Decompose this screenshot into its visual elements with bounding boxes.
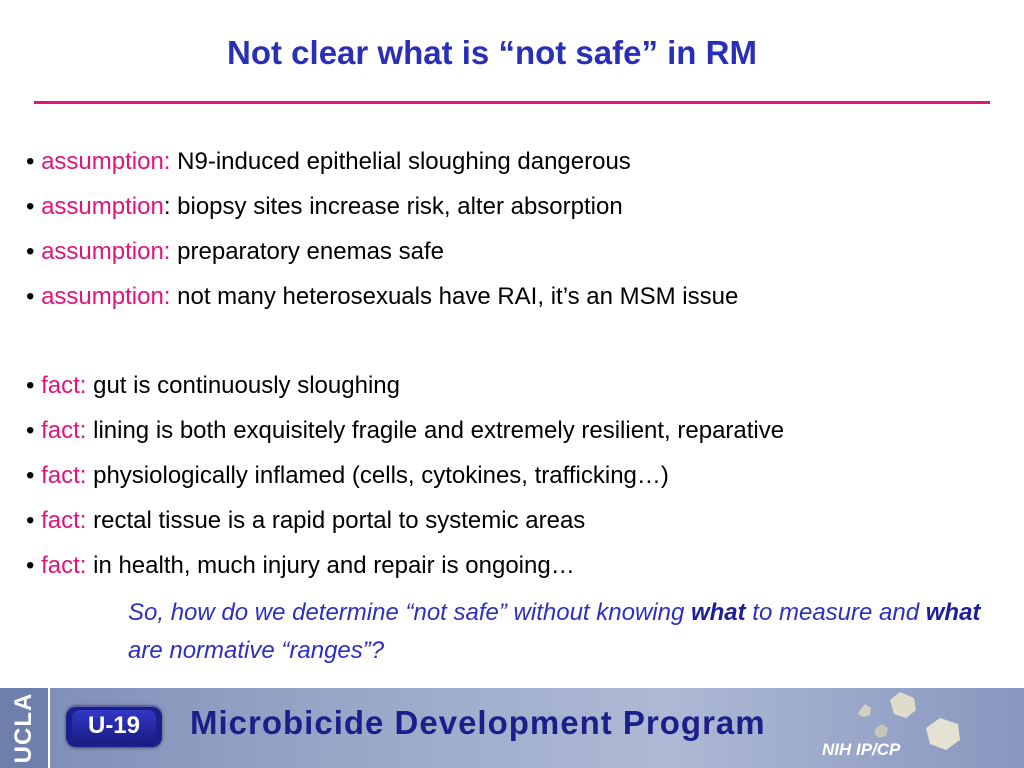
note-text-3: are normative “ranges”? [128,637,385,664]
assumption-item-4 [26,280,1021,325]
assumption-item-1 [26,145,1021,190]
u19-badge-label: U-19 [72,710,156,742]
bullet-mark: • [26,462,42,489]
bullet-mark: • [26,507,42,534]
fact-text: gut is continuously sloughing [86,372,400,399]
bullet-mark: • [26,417,42,444]
slide-title: Not clear what is “not safe” in RM [227,34,757,71]
fact-item-2 [26,414,1021,459]
bullet-mark: • [26,238,42,265]
fact-text: lining is both exquisitely fragile and extremely resilient, reparative [86,417,785,444]
assumption-text: N9-induced epithelial sloughing dangerous [170,148,631,175]
note-emphasis-1: what [690,599,746,626]
assumption-text: not many heterosexuals have RAI, it’s an MSM issue [170,283,739,310]
fact-item-3 [26,459,1021,504]
assumption-label: assumption: [41,283,171,310]
list-spacer [26,325,1021,369]
footer-banner [0,688,1024,768]
note-text-2: to measure and [745,599,926,626]
fact-text: in health, much injury and repair is ongoing… [86,552,575,579]
fact-item-5 [26,549,1021,594]
fact-label: fact: [41,507,87,534]
fact-label: fact: [41,372,87,399]
bullet-list [26,145,1021,594]
assumption-label: assumption: [41,148,171,175]
closing-question [128,594,1008,670]
title-divider [34,101,990,104]
fact-label: fact: [41,462,87,489]
bullet-mark: • [26,372,42,399]
program-name: Microbicide Development Program [190,704,766,741]
u19-badge [66,705,162,747]
fact-text: physiologically inflamed (cells, cytokines, trafficking…) [86,462,669,489]
note-text-1: So, how do we determine “not safe” without knowing [128,599,691,626]
bullet-mark: • [26,193,42,220]
bullet-mark: • [26,552,42,579]
fact-item-4 [26,504,1021,549]
fact-item-1 [26,369,1021,414]
bullet-mark: • [26,283,42,310]
assumption-label: assumption [41,193,164,220]
fact-text: rectal tissue is a rapid portal to systemic areas [86,507,586,534]
assumption-text: : biopsy sites increase risk, alter absorption [163,193,623,220]
assumption-label: assumption: [41,238,171,265]
fact-label: fact: [41,552,87,579]
fact-label: fact: [41,417,87,444]
assumption-item-3 [26,235,1021,280]
nih-label: NIH IP/CP [822,740,901,759]
ucla-logo [0,688,50,768]
ucla-label: UCLA [10,692,37,764]
note-emphasis-2: what [925,599,981,626]
assumption-text: preparatory enemas safe [170,238,444,265]
assumption-item-2 [26,190,1021,235]
bullet-mark: • [26,148,42,175]
